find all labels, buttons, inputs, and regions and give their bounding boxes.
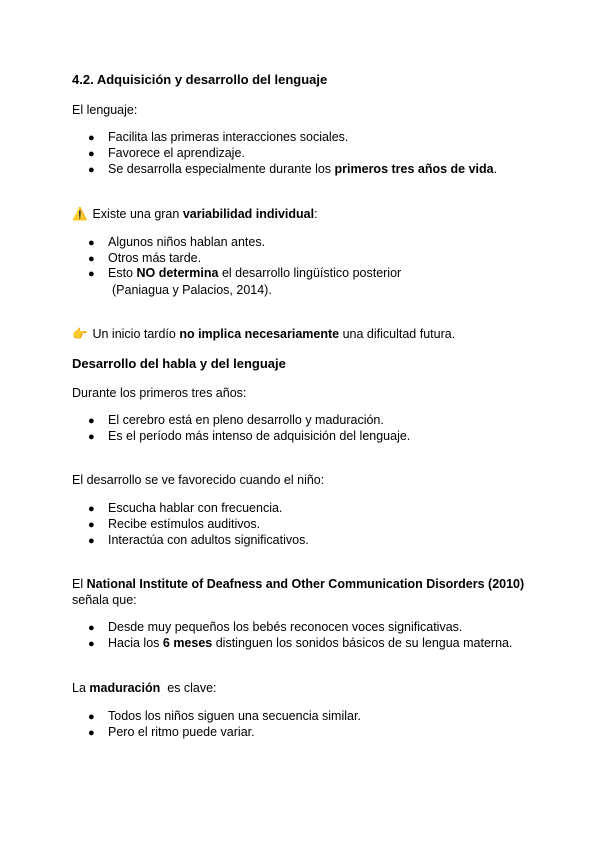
note-line: 👉 Un inicio tardío no implica necesariamente una dificultad futura. — [72, 327, 456, 341]
habla-intro: Durante los primeros tres años: — [72, 386, 247, 400]
bullet: ● — [88, 268, 95, 280]
warning-icon: ⚠️ — [72, 207, 88, 221]
subsection-title: Desarrollo del habla y del lenguaje — [72, 356, 286, 371]
variability-line: ⚠️ Existe una gran variabilidad individual: — [72, 207, 318, 221]
bullet: ● — [88, 711, 95, 723]
list-item: ● Pero el ritmo puede variar. — [88, 725, 255, 739]
bullet: ● — [88, 415, 95, 427]
section-title: 4.2. Adquisición y desarrollo del lenguaje — [72, 72, 328, 87]
bullet: ● — [88, 503, 95, 515]
bullet: ● — [88, 253, 95, 265]
list-item: ● Todos los niños siguen una secuencia similar. — [88, 709, 361, 723]
bullet: ● — [88, 132, 95, 144]
section-intro: El lenguaje: — [72, 103, 138, 117]
bullet: ● — [88, 164, 95, 176]
list-item: ● Esto NO determina el desarrollo lingüístico posterior — [88, 266, 402, 280]
list-item: ● Recibe estímulos auditivos. — [88, 517, 261, 531]
list-item: ● Favorece el aprendizaje. — [88, 146, 245, 160]
bullet: ● — [88, 237, 95, 249]
bullet: ● — [88, 535, 95, 547]
bullet: ● — [88, 622, 95, 634]
list-item: ● Es el período más intenso de adquisición del lenguaje. — [88, 429, 411, 443]
list-item: ● Algunos niños hablan antes. — [88, 235, 266, 249]
bullet: ● — [88, 431, 95, 443]
list-item: ● El cerebro está en pleno desarrollo y maduración. — [88, 413, 384, 427]
bullet: ● — [88, 638, 95, 650]
bullet: ● — [88, 727, 95, 739]
bullet: ● — [88, 519, 95, 531]
list-item: ● Interactúa con adultos significativos. — [88, 533, 309, 547]
nidcd-line-2: señala que: — [72, 593, 137, 607]
list-item: ● Hacia los 6 meses distinguen los sonidos básicos de su lengua materna. — [88, 636, 513, 650]
citation: (Paniagua y Palacios, 2014). — [112, 283, 272, 297]
list-item: ● Otros más tarde. — [88, 251, 202, 265]
list-item: ● Se desarrolla especialmente durante los primeros tres años de vida. — [88, 162, 498, 176]
list-item: ● Escucha hablar con frecuencia. — [88, 501, 283, 515]
bullet: ● — [88, 148, 95, 160]
list-item: ● Facilita las primeras interacciones sociales. — [88, 130, 349, 144]
maduracion-line: La maduración es clave: — [72, 681, 217, 695]
favorecido-intro: El desarrollo se ve favorecido cuando el niño: — [72, 473, 325, 487]
nidcd-line: El National Institute of Deafness and Other Communication Disorders (2010) — [72, 577, 525, 591]
list-item: ● Desde muy pequeños los bebés reconocen voces significativas. — [88, 620, 463, 634]
pointing-hand-icon: 👉 — [72, 327, 88, 341]
